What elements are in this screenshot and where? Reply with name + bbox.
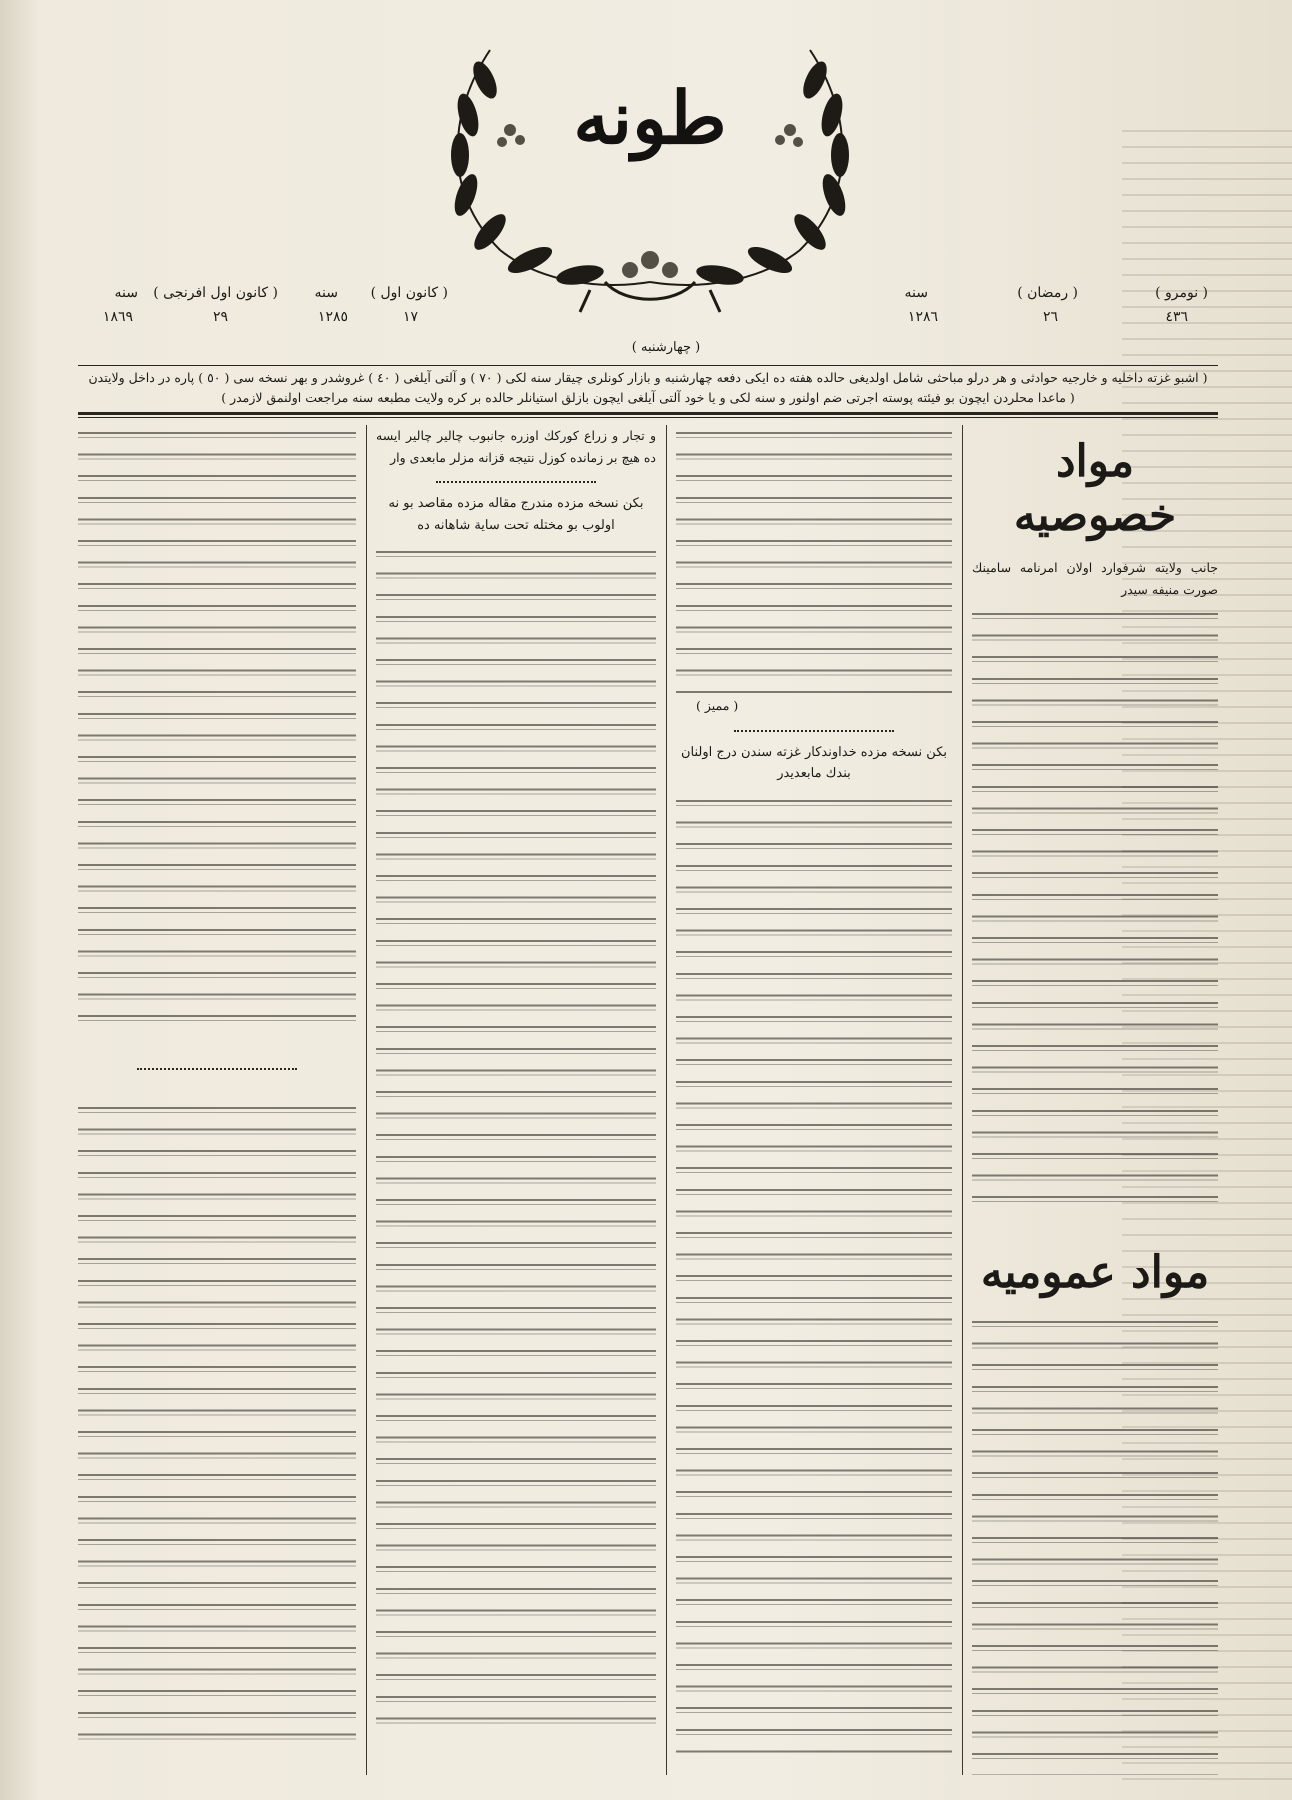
article-text-block [78,425,356,1035]
section-divider [137,1065,297,1070]
header-rule [78,412,1218,415]
column-3-subhead: بكن نسخه مزده مندرج مقاله مزده مقاصد بو نه اولوب بو مختله تحت ساية شاهانه ده [388,496,644,533]
column-3 [376,425,656,1775]
column-3-top: و تجار و زراع كوركك اوزره جانبوب چالير چالير ايسه ده هيچ بر زمانده كوزل نتيجه قزانه مزلر مابعدى وار [376,428,656,465]
notice-line-1: ( اشبو غزته داخليه و خارجيه حوادثى و هر درلو مباحثى شامل اولديغى حالده هفته ده ايكى دفعه چهارشنبه و بازار كونلرى چيقار سنه لكى ( ٧٠ ) و آلتى آيلغى ( ٤٠ ) غروشدر و بهر نسخه سى ( ٥٠ ) پاره در داخل ولايتدن [88,370,1208,385]
wreath-ornament [430,20,870,320]
column-divider [666,425,667,1775]
issue-label: ( نومرو ) [1155,285,1208,301]
notice-line-2: ( ماعدا محلردن ايچون بو فيئته پوسته اجرتى ضم اولنور و سنه لكى و يا خود آلتى آيلغى ايچون بازلق استيانلر حالده بر كره ولايت مطبعه سنه مراجعت اولنمق لازمدر ) [221,390,1075,405]
subscription-notice [78,365,1218,408]
article-text-block [676,425,952,695]
column-official [972,425,1218,1775]
column-divider [962,425,963,1775]
masthead [430,20,870,320]
frankish-year-label: سنه [114,285,138,301]
column-2 [676,425,952,1775]
frankish-day: ٢٩ [212,309,228,325]
section-divider [436,478,596,483]
hijri-year-label: سنه [904,285,928,301]
article-signature: ( مميز ) [696,698,739,713]
article-text-block [78,1100,356,1740]
rumi-month: ( كانون اول ) [370,285,448,301]
rumi-day: ١٧ [402,309,418,325]
hijri-month: ( رمضان ) [1017,285,1078,301]
header-rule-thin [78,417,1218,418]
newspaper-title: طونه [573,75,727,160]
column-divider [366,425,367,1775]
rumi-year-label: سنه [314,285,338,301]
official-heading: مواد خصوصيه [1013,436,1177,541]
article-text-block [972,606,1218,1206]
official-intro: جانب ولايته شرفوارد اولان امرنامه سامينك صورت منيفه سيدر [972,560,1218,597]
section-divider [734,727,894,732]
column-2-subhead: بكن نسخه مزده خداوندكار غزته سندن درج اولنان بندك مابعديدر [680,744,948,782]
general-heading: مواد عموميه [980,1247,1210,1299]
issue-number: ٤٣٦ [1165,309,1188,325]
hijri-day: ٢٦ [1042,309,1058,325]
frankish-year: ١٨٦٩ [102,309,133,325]
frankish-month: ( كانون اول افرنجى ) [153,285,278,301]
weekday: ( چهارشنبه ) [631,340,701,355]
rumi-year: ١٢٨٥ [317,309,348,325]
column-4 [78,425,356,1775]
dateline [78,285,1218,335]
article-text-block [676,793,952,1753]
article-text-block [972,1314,1218,1775]
hijri-year: ١٢٨٦ [907,309,938,325]
article-text-block [376,544,656,1724]
